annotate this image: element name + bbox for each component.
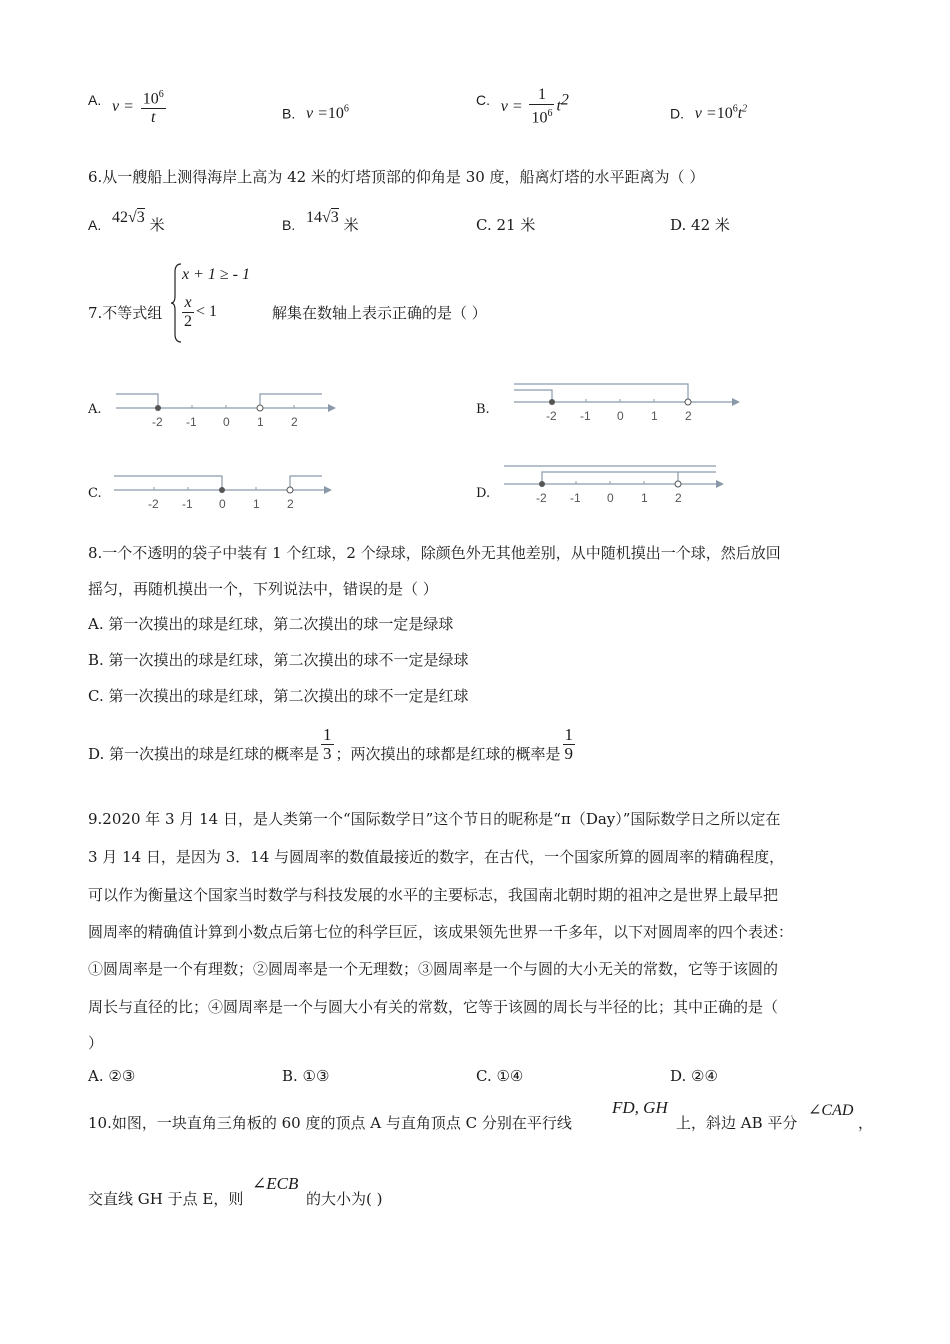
q8-stem-line1: 8.一个不透明的袋子中装有 1 个红球，2 个绿球，除颜色外无其他差别，从中随机摸出一个球，然后放回 [88,544,781,562]
option-label: D. [670,105,684,122]
q6-option-a [88,206,165,234]
q5c-den-exp: 6 [547,108,553,119]
q6b-coef: 14 [306,209,323,226]
q9-line2: 3 月 14 日，是因为 3．14 与圆周率的数值最接近的数字，在古代，一个国家所算的圆周率的精确程度， [88,848,785,866]
q10-text1: 10.如图，一块直角三角板的 60 度的顶点 A 与直角顶点 C 分别在平行线 [88,1114,572,1132]
q5-option-c: C. v = $\frac{1}{10^6}$ $t^2$ [476,86,569,127]
q5a-den: t [150,109,156,127]
tick-label: -2 [152,415,163,429]
tick-label: 1 [641,491,648,505]
q5-option-d: D. $v =10^6t^2$ [670,104,748,123]
q7-prefix: 7.不等式组 [88,304,163,322]
q7-option-label-a: A. [88,402,102,417]
q10-text2: 上，斜边 AB 平分 [676,1114,798,1132]
tick-label: 0 [219,497,226,511]
q5d-t-exp: 2 [742,104,748,115]
q8d-frac2-num: 1 [564,725,574,744]
tick-label: 2 [685,409,692,423]
tick-label: -1 [182,497,193,511]
tick-label: 2 [675,491,682,505]
q8-option-b: B. 第一次摸出的球是红球，第二次摸出的球不一定是绿球 [88,651,469,669]
tick-label: -2 [536,491,547,505]
q5c-den-base: 10 [531,109,548,127]
q5-option-b: B. $v =10^6$ [282,104,349,123]
q7-ineq2 [180,294,217,331]
tick-label: -2 [148,497,159,511]
q7-option-label-b: B. [476,402,490,417]
tick-label: 0 [223,415,230,429]
tick-label: 2 [291,415,298,429]
q5b-exp: 6 [343,104,349,115]
option-label: A. [88,91,102,108]
q10-math-angle-cad: ∠CAD [808,1102,854,1119]
q8-option-a: A. 第一次摸出的球是红球，第二次摸出的球一定是绿球 [88,615,454,633]
option-label: B. [282,105,296,122]
number-line-b [510,378,746,428]
q5-option-a: A. v = $\frac{10^6}{t}$ [88,86,168,127]
q9-line4: 圆周率的精确值计算到小数点后第七位的科学巨匠，该成果领先世界一千多年，以下对圆周率的四个表述： [88,923,794,941]
q8d-frac2-den: 9 [564,744,574,763]
q8d-frac1-num: 1 [323,725,332,744]
q5a-exp: 6 [158,89,164,100]
sqrt-symbol: √ [128,209,137,226]
tick-label: -1 [186,415,197,429]
tick-label: -1 [580,409,591,423]
q6b-unit: 米 [343,216,359,234]
q10-text5: 的大小为( ) [306,1190,383,1208]
q8-option-c: C. 第一次摸出的球是红球，第二次摸出的球不一定是红球 [88,687,469,705]
q6-option-c: C. 21 米 [476,216,536,234]
tick-label: 2 [287,497,294,511]
q6-option-d: D. 42 米 [670,216,730,234]
tick-label: -2 [546,409,557,423]
number-line-a [110,384,340,432]
q5a-num: 10 [142,90,159,108]
tick-label: 0 [607,491,614,505]
option-label: B. [282,217,296,233]
q5d-exp: 6 [732,104,738,115]
q9-line3: 可以作为衡量这个国家当时数学与科技发展的水平的主要标志，我国南北朝时期的祖冲之是世界上最早把 [88,886,779,904]
q9-line7: ） [88,1034,104,1052]
q9-line6: 周长与直径的比；④圆周率是一个与圆大小有关的常数，它等于该圆的周长与半径的比；其中正确的是（ [88,998,779,1016]
tick-label: 1 [257,415,264,429]
q7-ineq2-num: x [182,294,194,313]
q5c-t: t [556,97,561,115]
q7-ineq1: x + 1 ≥ - 1 [182,266,251,283]
tick-label: 1 [253,497,260,511]
option-label: A. [88,217,102,233]
q8-d-text1: D. 第一次摸出的球是红球的概率是 [88,744,320,763]
q9-option-b: B. ①③ [282,1067,330,1085]
q6b-radicand: 3 [330,209,339,226]
q10-math-angle-ecb: ∠ECB [252,1174,299,1193]
option-label: C. [476,91,490,108]
q9-option-a: A. ②③ [88,1067,136,1085]
q9-option-c: C. ①④ [476,1067,524,1085]
q9-line5: ①圆周率是一个有理数；②圆周率是一个无理数；③圆周率是一个与圆的大小无关的常数，它等于该圆的 [88,960,779,978]
q10-text3: ， [858,1114,874,1132]
q7-option-label-c: C. [88,486,102,501]
q5c-num: 1 [529,86,554,105]
q7-suffix: 解集在数轴上表示正确的是（ ） [272,304,487,322]
q6-option-b [282,206,359,234]
q9-line1: 9.2020 年 3 月 14 日，是人类第一个“国际数学日”这个节日的昵称是“π（Day）”国际数学日之所以定在 [88,810,781,828]
q5c-t-exp: 2 [560,91,569,109]
q7-ineq2-rhs: < 1 [196,303,218,321]
q8-d-text2: ；两次摸出的球都是红球的概率是 [335,744,561,763]
tick-label: 1 [651,409,658,423]
q5d-t: t [737,105,743,123]
q6a-unit: 米 [149,216,165,234]
q7-ineq2-den: 2 [184,313,192,330]
number-line-c [110,468,340,516]
q6-stem: 6.从一艘船上测得海岸上高为 42 米的灯塔顶部的仰角是 30 度，船离灯塔的水平距离为（ ） [88,168,705,186]
q6a-coef: 42 [112,209,129,226]
q9-option-d: D. ②④ [670,1067,718,1085]
q8d-frac1-den: 3 [323,744,332,763]
sqrt-symbol: √ [322,209,331,226]
q5d-base: 10 [716,105,733,123]
q6a-radicand: 3 [136,209,145,226]
tick-label: -1 [570,491,581,505]
q8-stem-line2: 摇匀，再随机摸出一个，下列说法中，错误的是（ ） [88,580,438,598]
q10-math-parallel-lines: FD, GH [612,1098,668,1117]
tick-label: 0 [617,409,624,423]
q10-text4: 交直线 GH 于点 E，则 [88,1190,244,1208]
q8-option-d [88,726,577,763]
number-line-d [500,460,740,514]
q5b-base: 10 [327,105,344,123]
q7-option-label-d: D. [476,486,491,501]
